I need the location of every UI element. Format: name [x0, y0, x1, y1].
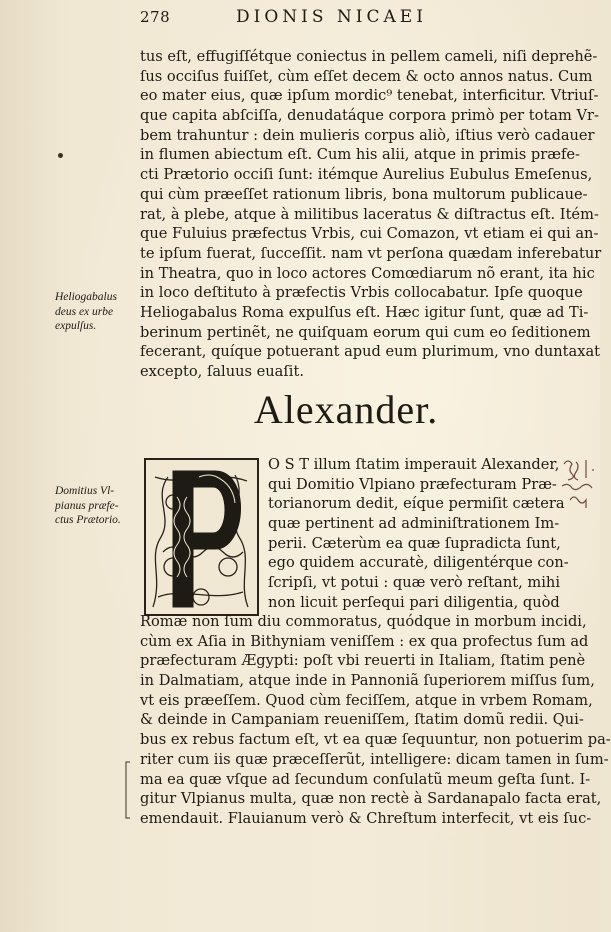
text-line: non licuit perſequi pari diligentia, quòd [268, 593, 560, 611]
margin-note-line: expulſus. [55, 320, 97, 332]
text-line: emendauit. Flauianum verò & Chreſtum interfecit, vt eis ſuc- [140, 809, 592, 827]
text-line: Heliogabalus Roma expulſus eſt. Hæc igitur ſunt, quæ ad Ti- [140, 303, 589, 321]
text-line: fecerant, quíque potuerant apud eum plurimum, vno duntaxat [140, 343, 601, 361]
text-line: cùm ex Aſia in Bithyniam veniſſem : ex qua profectus ſum ad [140, 632, 589, 650]
text-line: excepto, ſaluus euaſit. [140, 363, 304, 380]
text-line: vt eis præeſſem. Quod cùm feciſſem, atque in vrbem Romam, [140, 691, 593, 709]
text-line: gitur Vlpianus multa, quæ non rectè à Sardanapalo facta erat, [140, 790, 602, 808]
text-block-chapter-start [268, 455, 569, 613]
text-line: torianorum dedit, eíque permiſit cætera [268, 495, 565, 513]
text-line: riter cum iis quæ præceſſerũt, intelligere: dicam tamen in ſum- [140, 750, 609, 768]
text-line: & deinde in Campaniam reueniſſem, ſtatim domũ redii. Qui- [140, 711, 584, 729]
text-line: bus ex rebus factum eſt, vt ea quæ ſequuntur, non potuerim pa- [140, 731, 611, 749]
page-header [140, 6, 550, 28]
text-line: ma ea quæ vſque ad ſecundum conſulatũ meum geſta ſunt. I- [140, 770, 591, 788]
margin-note-domitius [55, 484, 137, 528]
handwritten-annotation-icon [560, 456, 600, 516]
margin-note-heliogabalus [55, 290, 137, 334]
margin-bracket-mark-icon [120, 760, 134, 820]
ink-dot-mark [58, 153, 63, 158]
margin-note-line: Domitius Vl- [55, 485, 115, 497]
text-line: berinum pertinẽt, ne quiſquam eorum qui cum eo ſeditionem [140, 323, 591, 341]
running-title: DIONIS NICAEI [236, 7, 427, 27]
chapter-title: Alexander. [253, 387, 439, 432]
text-line: bem trahuntur : dein mulieris corpus aliò, iſtius verò cadauer [140, 126, 595, 144]
text-line: qui Domitio Vlpiano præfecturam Præ- [268, 475, 557, 493]
text-line: que capita abſciſſa, denudatáque corpora primò per totam Vr- [140, 107, 599, 125]
text-line: in loco deſtituto à præfectis Vrbis collocabatur. Ipſe quoque [140, 284, 583, 302]
text-line: præfecturam Ægypti: poſt vbi reuerti in Italiam, ſtatim penè [140, 652, 586, 670]
text-line: ſus occiſus fuiſſet, cùm eſſet decem & octo annos natus. Cum [140, 67, 593, 85]
text-line: qui cùm præeſſet rationum libris, bona multorum publicaue- [140, 185, 588, 203]
margin-note-line: Heliogabalus [55, 291, 117, 303]
text-line: Romæ non ſum diu commoratus, quódque in morbum incidi, [140, 613, 587, 630]
text-line: que Fuluius præfectus Vrbis, cui Comazon, vt etiam ei qui an- [140, 225, 599, 243]
text-line: ego quidem accuratè, diligentérque con- [268, 554, 569, 572]
text-line: cti Prætorio occiſi ſunt: itémque Aurelius Eubulus Emeſenus, [140, 166, 593, 184]
margin-note-line: pianus præfe- [55, 499, 119, 512]
page-number: 278 [140, 8, 171, 26]
text-line: rat, à plebe, atque à militibus laceratus & diſtractus eſt. Itém- [140, 205, 599, 223]
text-line: quæ pertinent ad adminiſtrationem Im- [268, 515, 560, 533]
text-line: ſcripſi, vt potui : quæ verò reſtant, mihi [268, 574, 560, 592]
text-line: O S T illum ſtatim imperauit Alexander, [268, 456, 560, 473]
text-line: in flumen abiectum eſt. Cum his alii, atque in primis præfe- [140, 146, 580, 164]
margin-note-line: ctus Prætorio. [55, 514, 121, 526]
text-block-bottom [140, 612, 611, 829]
text-line: tus eſt, effugiſſétque coniectus in pellem cameli, niſi deprehẽ- [140, 48, 598, 65]
decorated-initial-p-icon [143, 457, 260, 617]
text-line: in Theatra, quo in loco actores Comœdiarum nõ erant, ita hic [140, 264, 595, 282]
text-line: eo mater eius, quæ ipſum mordic⁹ tenebat, interficitur. Vtriuſ- [140, 87, 599, 105]
text-line: te ipſum fuerat, ſucceſſit. nam vt perſona quædam inferebatur [140, 244, 602, 262]
text-block-top [140, 47, 602, 382]
margin-note-line: deus ex urbe [55, 305, 114, 318]
text-line: perii. Cæterùm ea quæ ſupradicta ſunt, [268, 534, 561, 552]
text-line: in Dalmatiam, atque inde in Pannoniã ſuperiorem miſſus ſum, [140, 672, 595, 690]
